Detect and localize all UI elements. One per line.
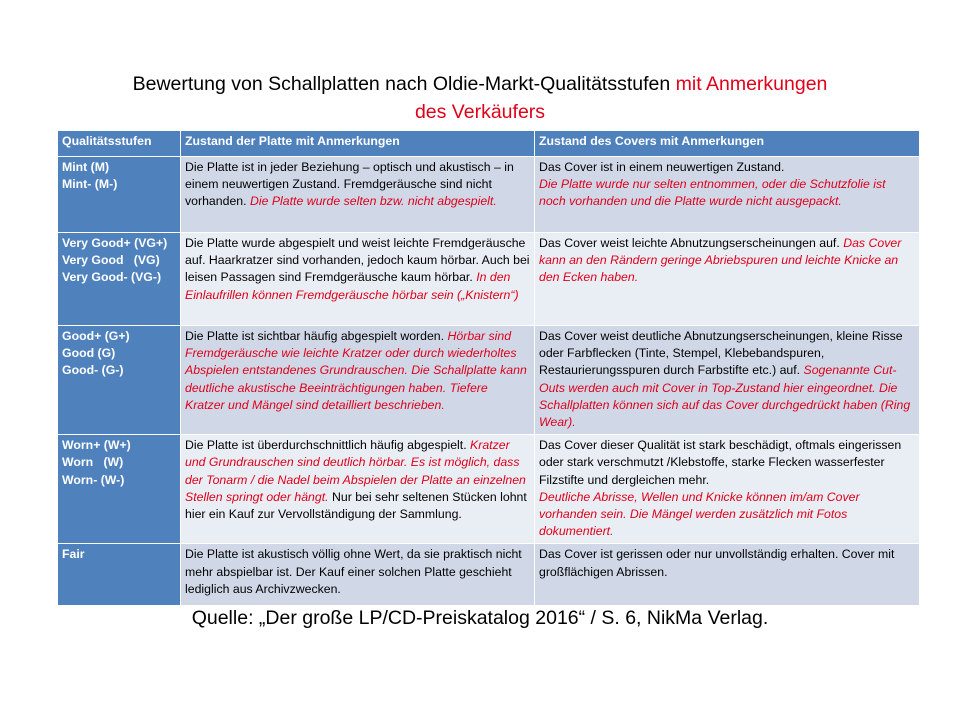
cover-cell — [535, 157, 920, 233]
record-cell — [181, 435, 535, 544]
header-grades: Qualitätsstufen — [58, 131, 181, 157]
grade-label: Mint (M) — [62, 160, 110, 174]
cover-note: Sogenannte Cut-Outs werden auch mit Cover in Top-Zustand hier eingeordnet. Die Schallplatten können sich auf das Cover durchgedrückt haben (Ring Wear). — [539, 363, 911, 430]
page-title — [60, 70, 900, 126]
record-text: Die Platte ist sichtbar häufig abgespielt worden. — [185, 329, 445, 343]
grade-label: Worn- (W-) — [62, 472, 125, 487]
grade-label: Worn+ (W+) — [62, 438, 131, 453]
cover-text: Das Cover dieser Qualität ist stark beschädigt, oftmals eingerissen oder stark verschmutzt /Klebstoffe, starke Flecken wasserfester Filzstifte und dergleichen mehr. — [539, 438, 902, 487]
record-note: Die Platte wurde selten bzw. nicht abgespielt. — [249, 194, 497, 209]
grade-label: Worn (W) — [62, 455, 124, 470]
header-cover: Zustand des Covers mit Anmerkungen — [535, 131, 920, 157]
table-header-row — [58, 131, 920, 157]
record-note: Hörbar sind Fremdgeräusche wie leichte Kratzer oder durch wiederholtes Abspielen entstandenes Grundrauschen. Die Schallplatte kann deutliche akustische Beeinträchtigungen haben. Tiefere Kratzer und Mängel sind detailliert beschrieben. — [185, 329, 527, 412]
grade-label: Good- (G-) — [62, 363, 124, 378]
grade-label: Good (G) — [62, 346, 116, 361]
cover-text: Das Cover ist in einem neuwertigen Zustand. — [539, 160, 785, 174]
cover-cell — [535, 544, 920, 606]
cover-text: Das Cover weist leichte Abnutzungserscheinungen auf. — [539, 236, 840, 250]
grade-cell — [58, 326, 181, 435]
cover-text: Das Cover weist deutliche Abnutzungserscheinungen, kleine Risse oder Farbflecken (Tinte, Stempel, Klebebandspuren, Restaurierungsspuren durch Farbstifte etc.) auf. — [539, 329, 903, 378]
cover-note: Die Platte wurde nur selten entnommen, oder die Schutzfolie ist noch vorhanden und die Platte wurde nicht ausgepackt. — [539, 177, 886, 209]
table-row-worn — [58, 435, 920, 544]
record-text: Die Platte wurde abgespielt und weist leichte Fremdgeräusche auf. Haarkratzer sind vorhanden, jedoch kaum hörbar. Auch bei leisen Passagen sind Fremdgeräusche kaum hörbar. — [185, 236, 530, 285]
grade-cell — [58, 435, 181, 544]
record-cell — [181, 544, 535, 606]
source-citation: Quelle: „Der große LP/CD-Preiskatalog 2016“ / S. 6, NikMa Verlag. — [191, 607, 769, 629]
table-row-fair — [58, 544, 920, 606]
cover-cell — [535, 233, 920, 326]
grade-label: Very Good- (VG-) — [62, 270, 162, 285]
cover-note: Deutliche Abrisse, Wellen und Knicke können im/am Cover vorhanden sein. Die Mängel werden zusätzlich mit Fotos dokumentiert. — [539, 489, 860, 539]
title-red-part-1: mit Anmerkungen — [675, 73, 828, 95]
record-cell — [181, 326, 535, 435]
record-text-after: Nur bei sehr seltenen Stücken lohnt hier ein Kauf zur Vervollständigung der Sammlung. — [185, 489, 527, 522]
cover-cell — [535, 435, 920, 544]
record-cell — [181, 233, 535, 326]
header-record: Zustand der Platte mit Anmerkungen — [181, 131, 535, 157]
record-cell — [181, 157, 535, 233]
grade-cell — [58, 544, 181, 606]
table-row-good — [58, 326, 920, 435]
grade-cell — [58, 233, 181, 326]
grade-label: Very Good (VG) — [62, 253, 160, 268]
grade-cell — [58, 157, 181, 233]
cover-cell — [535, 326, 920, 435]
table-row-very-good — [58, 233, 920, 326]
grade-label: Very Good+ (VG+) — [62, 236, 168, 250]
record-text: Die Platte ist überdurchschnittlich häufig abgespielt. — [185, 438, 467, 453]
record-note: In den Einlaufrillen können Fremdgeräusche hörbar sein („Knistern“) — [185, 270, 519, 302]
grade-label: Fair — [62, 547, 85, 562]
record-text: Die Platte ist akustisch völlig ohne Wert, da sie praktisch nicht mehr abspielbar ist. Der Kauf einer solchen Platte geschieht lediglich aus Archivzwecken. — [185, 547, 522, 596]
title-red-part-2: des Verkäufers — [414, 101, 546, 123]
table-row-mint — [58, 157, 920, 233]
grade-label: Good+ (G+) — [62, 329, 130, 343]
grade-label: Mint- (M-) — [62, 177, 118, 192]
cover-text: Das Cover ist gerissen oder nur unvollständig erhalten. Cover mit großflächigen Abrissen. — [539, 547, 895, 579]
record-note: Kratzer und Grundrauschen sind deutlich hörbar. Es ist möglich, dass der Tonarm / die Nadel beim Abspielen der Platte an einzelnen Stellen springt oder hängt. — [185, 438, 526, 504]
record-text: Die Platte ist in jeder Beziehung – optisch und akustisch – in einem neuwertigen Zustand. Fremdgeräusche sind nicht vorhanden. — [185, 160, 514, 209]
title-main: Bewertung von Schallplatten nach Oldie-Markt-Qualitätsstufen — [132, 73, 671, 95]
cover-note: Das Cover kann an den Rändern geringe Abriebspuren und leichte Knicke an den Ecken haben. — [539, 236, 902, 285]
grading-table — [57, 130, 920, 606]
